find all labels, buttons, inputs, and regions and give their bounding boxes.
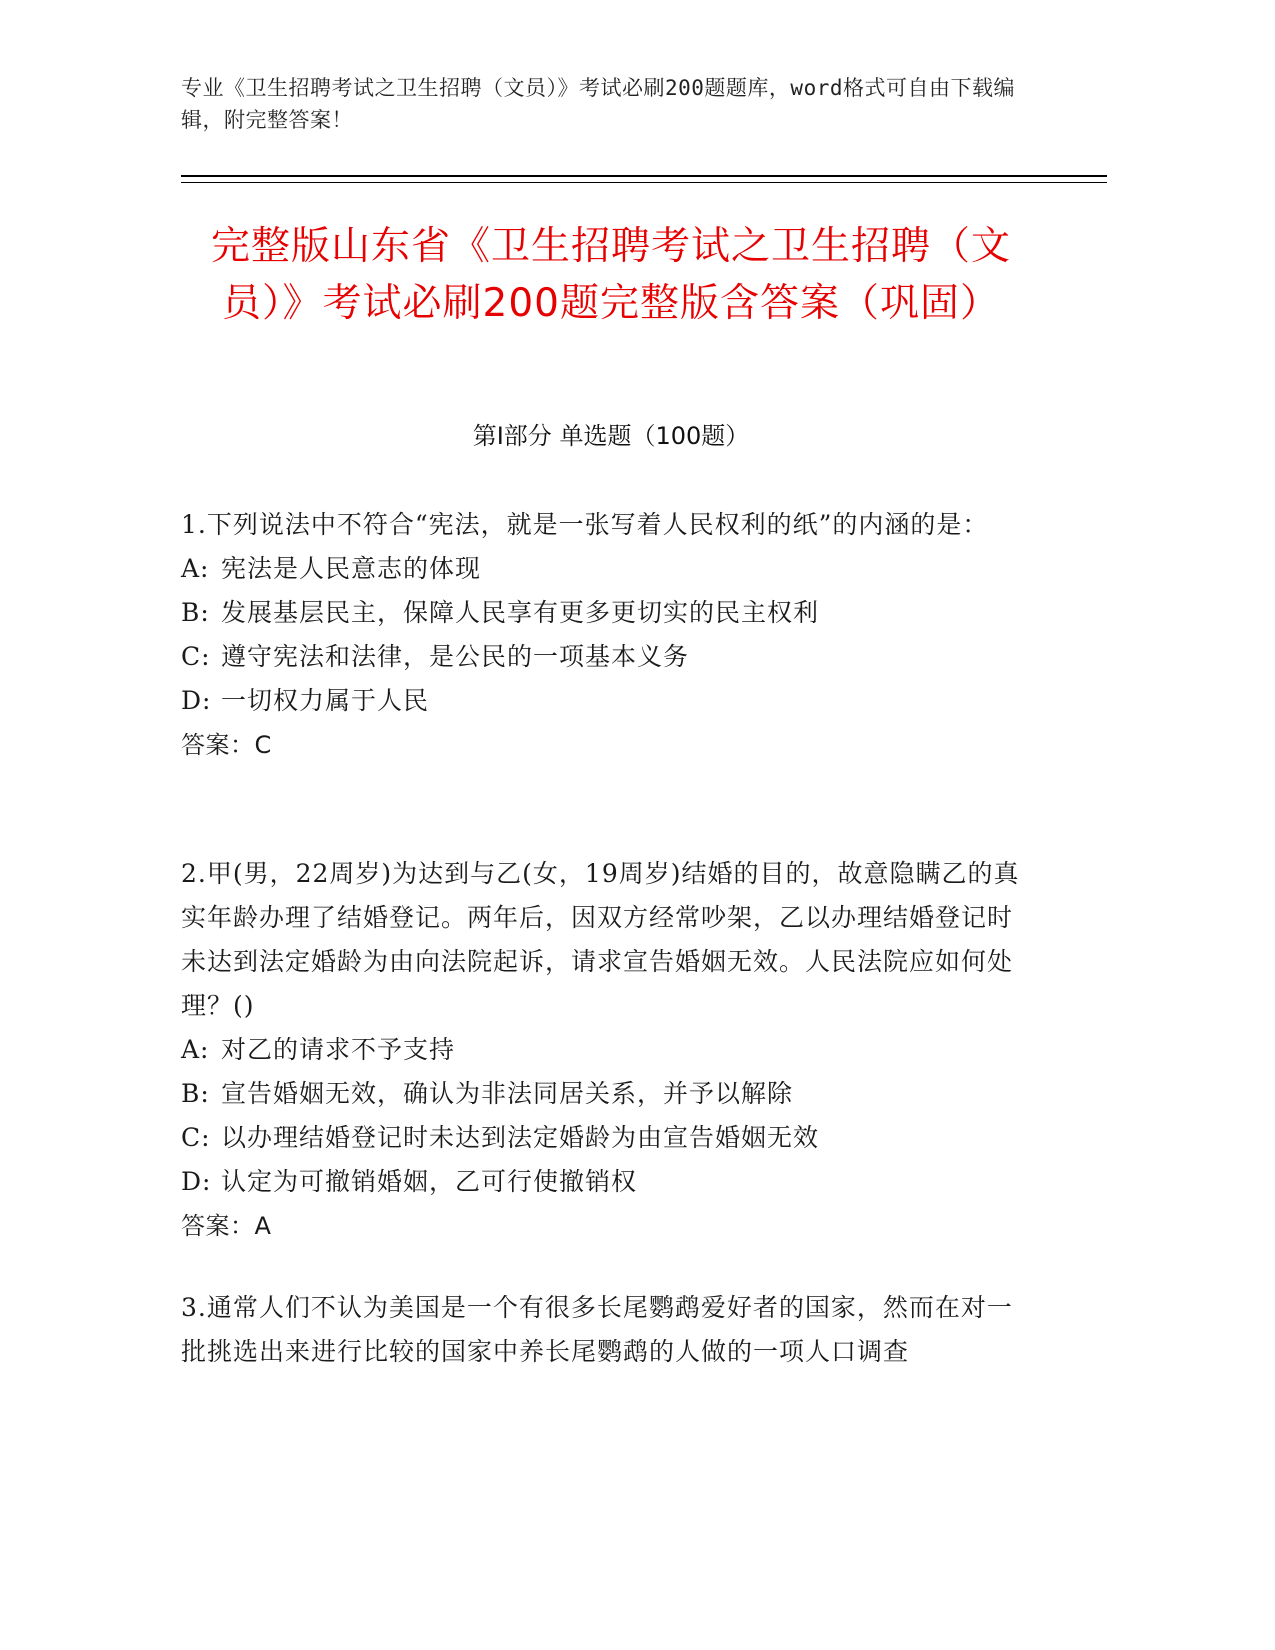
option-text: 认定为可撤销婚姻，乙可行使撤销权 [221,1167,638,1196]
question-2 [181,852,1026,1248]
option-key: D: [181,1167,212,1196]
question-1 [181,503,1026,767]
answer-line: 答案：A [181,1212,272,1240]
option-key: C: [181,642,211,671]
question-3 [181,1286,1026,1374]
question-stem: 2.甲(男，22周岁)为达到与乙(女，19周岁)结婚的目的，故意隐瞒乙的真实年龄办理了结婚登记。两年后，因双方经常吵架，乙以办理结婚登记时未达到法定婚龄为由向法院起诉，请求宣告婚姻无效。人民法院应如何处理？() [181,859,1020,1020]
option-key: B: [181,598,210,627]
option-a [181,1028,1026,1072]
option-d [181,679,1026,723]
option-a [181,547,1026,591]
header-note: 专业《卫生招聘考试之卫生招聘（文员）》考试必刷200题题库，word格式可自由下载编辑，附完整答案！ [181,76,1015,132]
header-divider-thick [181,175,1107,177]
option-c [181,635,1026,679]
option-key: C: [181,1123,211,1152]
option-key: A: [181,1035,210,1064]
option-d [181,1160,1026,1204]
answer-line: 答案：C [181,731,272,759]
option-text: 宪法是人民意志的体现 [221,554,482,583]
question-stem: 1.下列说法中不符合“宪法，就是一张写着人民权利的纸”的内涵的是： [181,510,989,539]
option-text: 一切权力属于人民 [221,686,430,715]
option-b [181,591,1026,635]
option-key: B: [181,1079,210,1108]
document-title: 完整版山东省《卫生招聘考试之卫生招聘（文员）》考试必刷200题完整版含答案（巩固） [210,224,1011,326]
section-heading: 第Ⅰ部分 单选题（100题） [472,422,750,450]
option-c [181,1116,1026,1160]
question-stem: 3.通常人们不认为美国是一个有很多长尾鹦鹉爱好者的国家，然而在对一批挑选出来进行比较的国家中养长尾鹦鹉的人做的一项人口调查 [181,1293,1013,1366]
header-divider-thin [181,182,1107,183]
option-key: A: [181,554,210,583]
option-text: 以办理结婚登记时未达到法定婚龄为由宣告婚姻无效 [221,1123,820,1152]
option-text: 宣告婚姻无效，确认为非法同居关系，并予以解除 [221,1079,794,1108]
option-text: 遵守宪法和法律，是公民的一项基本义务 [221,642,690,671]
option-b [181,1072,1026,1116]
option-text: 发展基层民主，保障人民享有更多更切实的民主权利 [221,598,820,627]
option-text: 对乙的请求不予支持 [221,1035,456,1064]
option-key: D: [181,686,212,715]
